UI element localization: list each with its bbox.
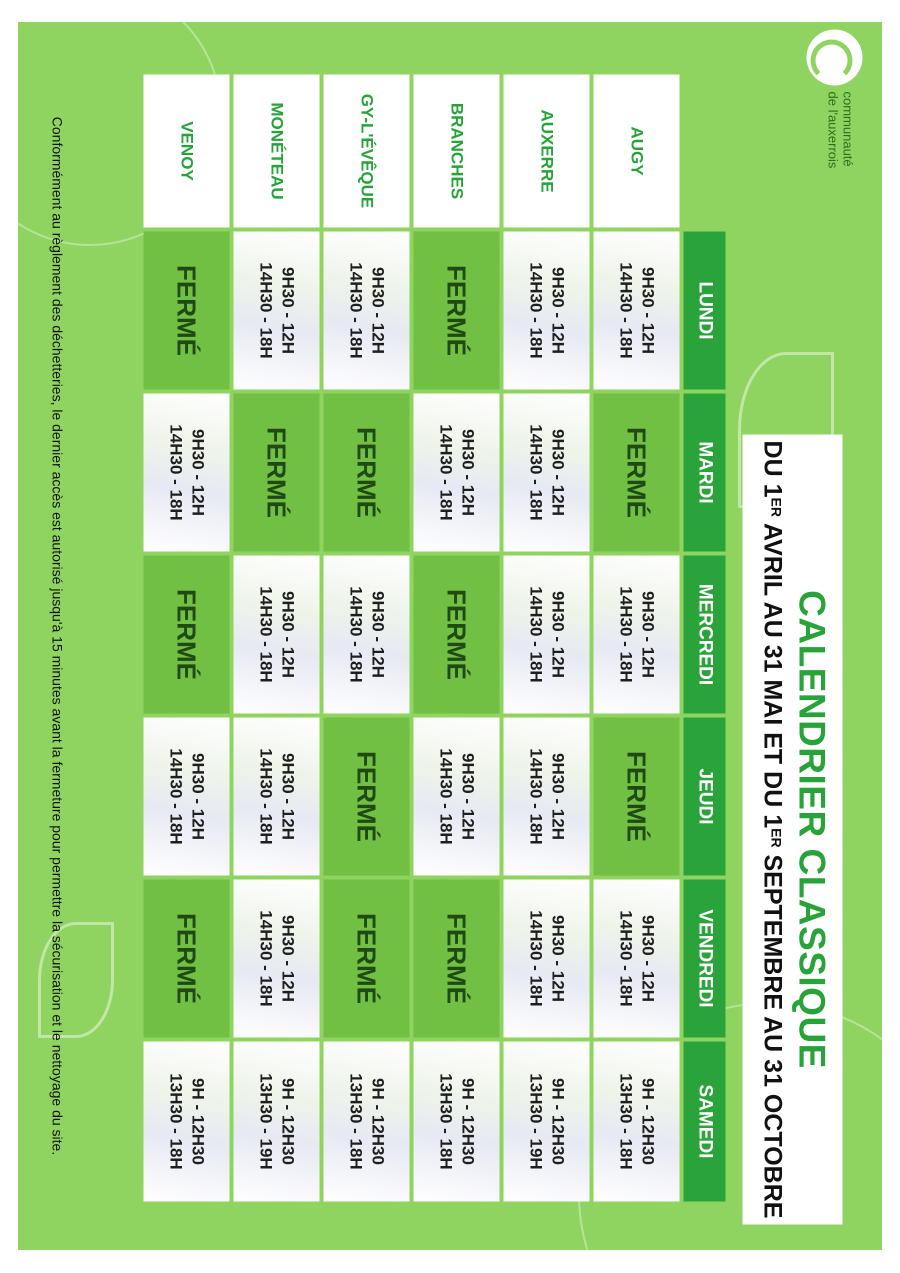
closed-cell <box>143 554 231 716</box>
hours-line: 14H30 - 18H <box>346 262 365 359</box>
closed-label: FERMÉ <box>441 589 472 680</box>
hours-cell <box>501 878 591 1040</box>
closed-cell <box>411 878 501 1040</box>
closed-label: FERMÉ <box>171 265 202 356</box>
hours-line: 9H30 - 12H <box>188 429 208 516</box>
hours-line: 9H - 12H30 <box>188 1078 208 1165</box>
brand-name-line2: de l'auxerrois <box>825 91 841 169</box>
page-title: CALENDRIER CLASSIQUE <box>791 590 832 1069</box>
hours-line: 9H30 - 12H <box>278 753 298 840</box>
hours-line: 14H30 - 18H <box>526 424 545 521</box>
hours-line: 14H30 - 18H <box>256 910 275 1007</box>
schedule-body <box>143 75 681 1202</box>
hours-line: 13H30 - 18H <box>616 1073 635 1170</box>
brand-name <box>824 92 854 169</box>
closed-cell <box>321 878 411 1040</box>
hours-cell <box>231 554 321 716</box>
day-header: LUNDI <box>681 230 725 392</box>
hours-line: 9H30 - 12H <box>458 429 478 516</box>
hours-line: 9H30 - 12H <box>278 915 298 1002</box>
hours-cell <box>231 1040 321 1202</box>
closed-label: FERMÉ <box>351 913 382 1004</box>
hours-cell <box>501 230 591 392</box>
hours-line: 9H - 12H30 <box>458 1078 478 1165</box>
closed-cell <box>321 716 411 878</box>
hours-cell <box>321 554 411 716</box>
hours-line: 9H30 - 12H <box>188 753 208 840</box>
closed-label: FERMÉ <box>171 589 202 680</box>
day-header-row <box>681 75 725 1202</box>
hours-line: 14H30 - 18H <box>256 262 275 359</box>
subtitle-sup1: ER <box>768 497 784 517</box>
hours-line: 9H - 12H30 <box>638 1078 658 1165</box>
hours-cell <box>411 716 501 878</box>
hours-line: 14H30 - 18H <box>526 586 545 683</box>
hours-cell <box>321 1040 411 1202</box>
hours-line: 14H30 - 18H <box>166 748 185 845</box>
hours-cell <box>501 554 591 716</box>
hours-line: 14H30 - 18H <box>526 262 545 359</box>
footer-note: Conformément au règlement des déchetteries, le dernier accès est autorisé jusqu'à 15 minutes avant la fermeture pour permettre la sécurisation et le nettoyage du site. <box>49 116 65 1156</box>
schedule-table <box>143 75 725 1202</box>
closed-label: FERMÉ <box>351 427 382 518</box>
hours-line: 14H30 - 18H <box>526 910 545 1007</box>
hours-line: 9H30 - 12H <box>368 267 388 354</box>
table-row <box>231 75 321 1202</box>
hours-line: 14H30 - 18H <box>346 586 365 683</box>
closed-cell <box>591 392 681 554</box>
hours-line: 14H30 - 18H <box>256 586 275 683</box>
hours-line: 9H30 - 12H <box>548 429 568 516</box>
closed-cell <box>321 392 411 554</box>
hours-line: 9H30 - 12H <box>638 591 658 678</box>
city-name: BRANCHES <box>411 75 501 230</box>
hours-line: 14H30 - 18H <box>526 748 545 845</box>
title-panel <box>742 435 842 1225</box>
table-row <box>143 75 231 1202</box>
hours-cell <box>143 392 231 554</box>
page-subtitle <box>757 435 786 1225</box>
hours-line: 13H30 - 19H <box>256 1073 275 1170</box>
hours-line: 9H30 - 12H <box>278 267 298 354</box>
hours-cell <box>501 392 591 554</box>
city-name: AUXERRE <box>501 75 591 230</box>
hours-cell <box>143 1040 231 1202</box>
hours-line: 9H - 12H30 <box>278 1078 298 1165</box>
closed-cell <box>143 230 231 392</box>
hours-line: 14H30 - 18H <box>616 586 635 683</box>
hours-cell <box>411 1040 501 1202</box>
closed-label: FERMÉ <box>171 913 202 1004</box>
closed-cell <box>411 230 501 392</box>
closed-label: FERMÉ <box>351 751 382 842</box>
hours-line: 9H30 - 12H <box>458 753 478 840</box>
hours-cell <box>591 230 681 392</box>
subtitle-sup2: ER <box>768 828 784 848</box>
hours-cell <box>501 1040 591 1202</box>
day-header: MERCREDI <box>681 554 725 716</box>
hours-cell <box>231 878 321 1040</box>
closed-label: FERMÉ <box>621 751 652 842</box>
closed-cell <box>411 554 501 716</box>
hours-cell <box>143 716 231 878</box>
subtitle-part1: DU 1 <box>758 440 786 498</box>
hours-cell <box>411 392 501 554</box>
table-row <box>501 75 591 1202</box>
day-header: VENDREDI <box>681 878 725 1040</box>
brand-name-line1: communauté <box>840 91 855 167</box>
closed-cell <box>591 716 681 878</box>
hours-line: 14H30 - 18H <box>256 748 275 845</box>
closed-cell <box>231 392 321 554</box>
brand-logo <box>800 30 870 180</box>
table-row <box>411 75 501 1202</box>
city-name: AUGY <box>591 75 681 230</box>
hours-cell <box>591 878 681 1040</box>
hours-line: 13H30 - 18H <box>166 1073 185 1170</box>
hours-line: 14H30 - 18H <box>436 748 455 845</box>
hours-line: 9H30 - 12H <box>548 915 568 1002</box>
closed-label: FERMÉ <box>441 265 472 356</box>
hours-line: 13H30 - 19H <box>526 1073 545 1170</box>
hours-line: 9H30 - 12H <box>638 267 658 354</box>
hours-cell <box>231 716 321 878</box>
hours-line: 9H - 12H30 <box>548 1078 568 1165</box>
closed-label: FERMÉ <box>441 913 472 1004</box>
hours-line: 13H30 - 18H <box>346 1073 365 1170</box>
logo-icon <box>806 30 862 86</box>
hours-line: 14H30 - 18H <box>616 262 635 359</box>
day-header: JEUDI <box>681 716 725 878</box>
table-row <box>321 75 411 1202</box>
day-header: MARDI <box>681 392 725 554</box>
hours-cell <box>591 554 681 716</box>
hours-line: 9H30 - 12H <box>548 591 568 678</box>
hours-line: 9H30 - 12H <box>278 591 298 678</box>
hours-cell <box>231 230 321 392</box>
hours-cell <box>591 1040 681 1202</box>
hours-line: 9H30 - 12H <box>368 591 388 678</box>
subtitle-part2: AVRIL AU 31 MAI ET DU 1 <box>758 516 786 829</box>
city-name: VENOY <box>143 75 231 230</box>
hours-line: 9H30 - 12H <box>638 915 658 1002</box>
table-row <box>591 75 681 1202</box>
hours-line: 9H - 12H30 <box>368 1078 388 1165</box>
hours-line: 14H30 - 18H <box>616 910 635 1007</box>
closed-label: FERMÉ <box>621 427 652 518</box>
hours-line: 9H30 - 12H <box>548 753 568 840</box>
hours-cell <box>321 230 411 392</box>
hours-line: 14H30 - 18H <box>166 424 185 521</box>
subtitle-part3: SEPTEMBRE AU 31 OCTOBRE <box>758 847 786 1219</box>
hours-line: 13H30 - 18H <box>436 1073 455 1170</box>
corner-cell <box>681 75 725 230</box>
closed-label: FERMÉ <box>261 427 292 518</box>
hours-cell <box>501 716 591 878</box>
city-name: GY-L'ÉVÊQUE <box>321 75 411 230</box>
hours-line: 9H30 - 12H <box>548 267 568 354</box>
city-name: MONÉTEAU <box>231 75 321 230</box>
day-header: SAMEDI <box>681 1040 725 1202</box>
hours-line: 14H30 - 18H <box>436 424 455 521</box>
closed-cell <box>143 878 231 1040</box>
